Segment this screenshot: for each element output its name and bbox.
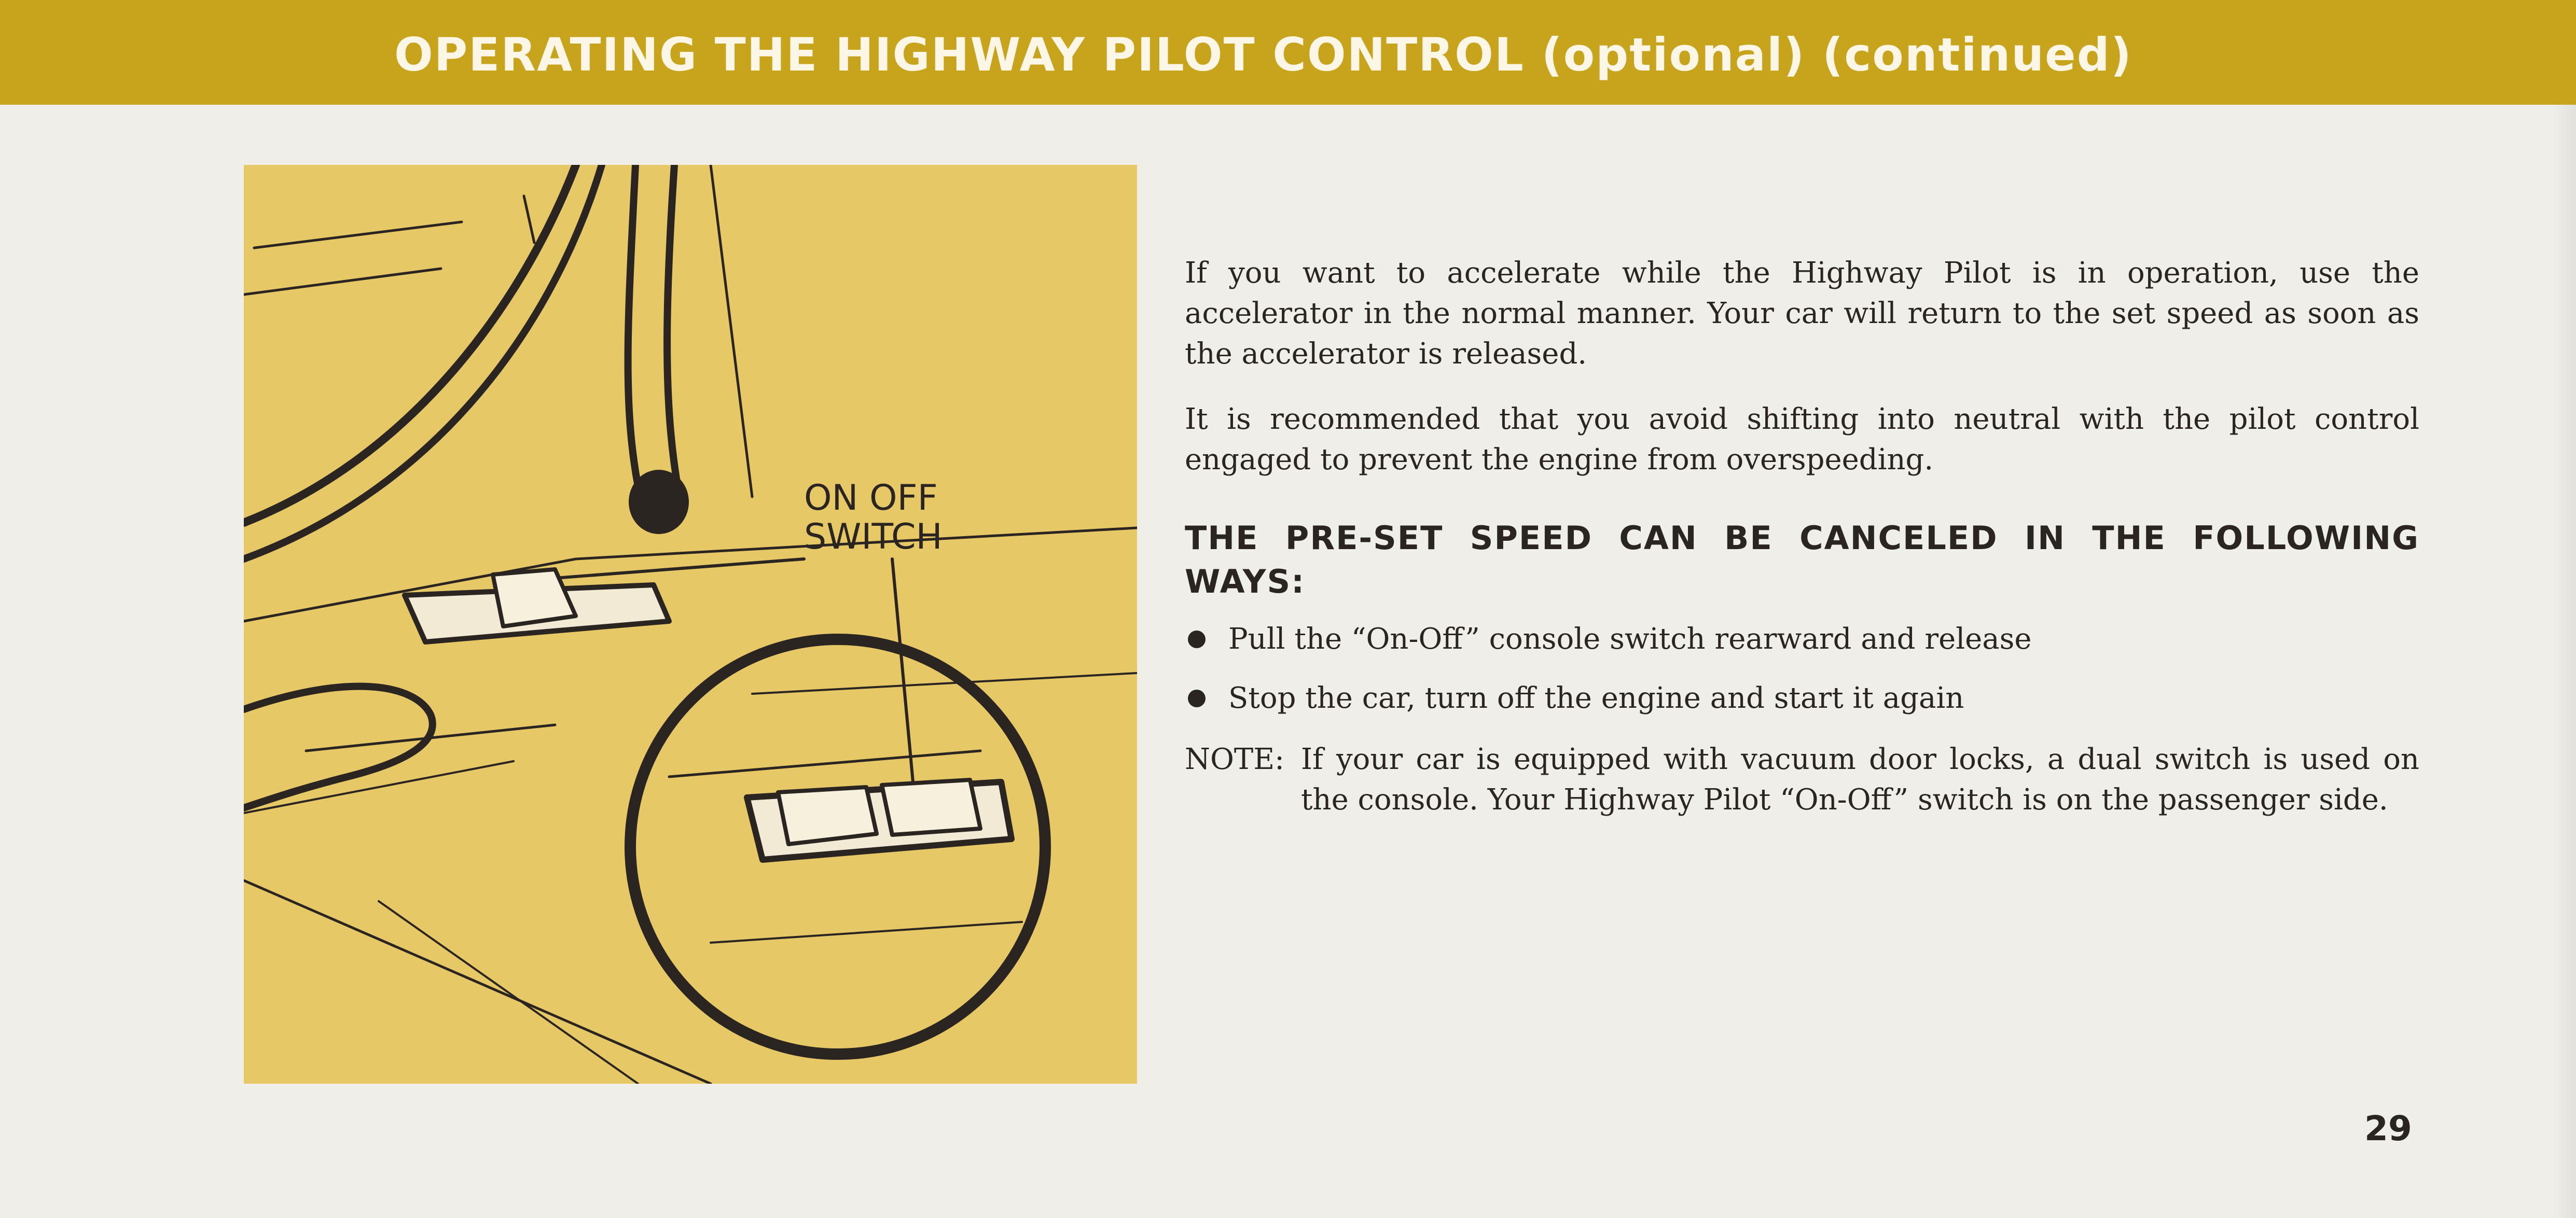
cancel-ways-list [1185,619,2419,719]
console-switch-illustration [244,165,1137,1084]
list-item-text: Pull the “On-Off” console switch rearward and release [1228,622,2032,656]
note-block [1185,739,2419,820]
page-title: OPERATING THE HIGHWAY PILOT CONTROL (optional) (continued) [394,28,2132,81]
instructions-column [1185,253,2419,820]
paragraph-neutral-warning: It is recommended that you avoid shifting into neutral with the pilot control engaged to prevent the engine from overspeeding. [1185,402,2419,477]
list-item [1185,619,2419,660]
header-band [0,0,2576,105]
console-switch-drawing [244,165,1137,1084]
cancel-ways-heading: THE PRE-SET SPEED CAN BE CANCELED IN THE FOLLOWING WAYS: [1185,519,2419,600]
note-text: If your car is equipped with vacuum door locks, a dual switch is used on the console. Your Highway Pilot “On-Off” switch is on the passenger side. [1301,743,2419,817]
page-fold-shadow [2553,105,2576,1218]
bullet-icon [1188,631,1206,648]
page-number: 29 [2364,1109,2412,1149]
paragraph-accelerate: If you want to accelerate while the Highway Pilot is in operation, use the accelerator in the normal manner. Your car will return to the set speed as soon as the accelerator is released. [1185,256,2419,371]
note-label: NOTE: [1185,743,1285,776]
bullet-icon [1188,690,1206,707]
list-item [1185,678,2419,719]
list-item-text: Stop the car, turn off the engine and start it again [1228,681,1964,715]
callout-label-line1: ON OFF [804,478,938,519]
callout-label-line2: SWITCH [804,516,943,557]
